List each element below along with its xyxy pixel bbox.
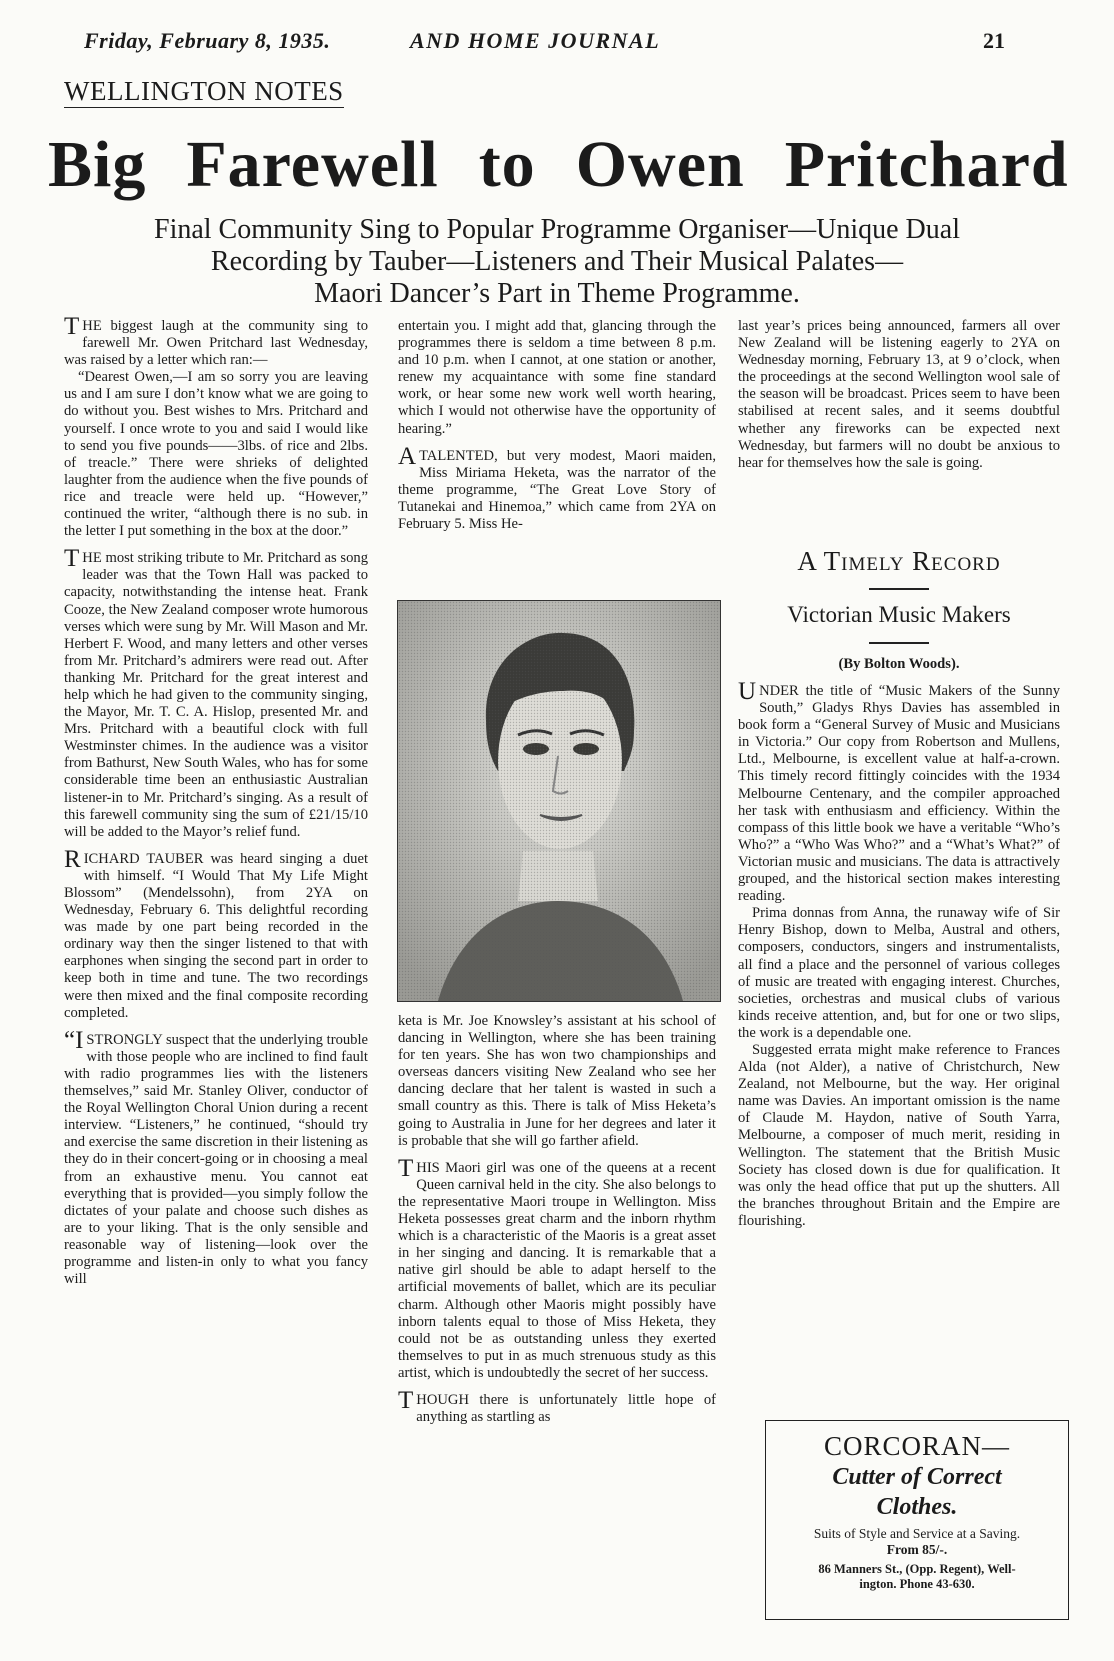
- subhead-timely-record: A Timely Record: [797, 546, 1001, 576]
- section-title: WELLINGTON NOTES: [64, 76, 344, 106]
- column-1: [64, 313, 368, 1288]
- ad-phone: ington. Phone 43-630.: [859, 1577, 975, 1591]
- drop-cap: R: [64, 845, 81, 873]
- column-2-top: [398, 318, 716, 533]
- deck-line: Recording by Tauber—Listeners and Their Musical Palates—: [210, 246, 904, 277]
- ad-slogan: Suits of Style and Service at a Saving.: [813, 1526, 1021, 1541]
- divider-rule: [869, 642, 929, 644]
- headline-word: to: [478, 128, 536, 201]
- paragraph: THOUGH there is unfortunately little hope of anything as startling as: [398, 1386, 716, 1426]
- header-journal-title: AND HOME JOURNAL: [410, 28, 661, 53]
- column-3-top: [738, 318, 1060, 472]
- paragraph: “Dearest Owen,—I am so sorry you are leaving us and I am sure I don’t know what we are going to do without you. Best wishes to Mrs. Pritchard and yourself. I once wrote to you and said I would like to send you five pounds——3lbs. of rice and 2lbs. of treacle.” There were shrieks of delighted laughter from the audience when the five pounds of rice and treacle were held up. “However,” continued the writer, “although there is no sub. in the letter I put something in the box at the door.”: [64, 369, 368, 540]
- paragraph: A TALENTED, but very modest, Maori maiden, Miss Miriama Heketa, was the narrator of the theme programme, “The Great Love Story of Tutanekai and Hinemoa,” which came from 2YA on February 5. Miss He-: [398, 442, 716, 533]
- divider-rule: [869, 588, 929, 590]
- column-3-bottom: [738, 678, 1060, 1230]
- ad-address: 86 Manners St., (Opp. Regent), Well-: [818, 1562, 1016, 1576]
- paragraph: “I STRONGLY suspect that the underlying trouble with those people who are inclined to find fault with radio programmes lies with the listeners themselves,” said Mr. Stanley Oliver, conductor of the Royal Wellington Choral Union during a recent interview. “Listeners,” he continued, “should try and exercise the same discretion in their listening as they do in their concert-going or in choosing a meal from an exhaustive menu. You cannot eat everything that is provided—you simply follow the dictates of your palate and choose such dishes as are to your liking. That is the only sensible and reasonable way of listening—look over the programme and listen-in only to what you fancy will: [64, 1026, 368, 1288]
- paragraph: entertain you. I might add that, glancing through the programmes there is seldom a time between 8 p.m. and 10 p.m. when I cannot, at one station or another, renew my acquaintance with some fine standard work, or hear some new work well worth hearing, which I would not otherwise have the opportunity of hearing.”: [398, 318, 716, 437]
- drop-cap: A: [398, 442, 417, 470]
- headline-word: Farewell: [186, 128, 439, 201]
- paragraph: last year’s prices being announced, farmers all over New Zealand will be listening eagerly to 2YA on Wednesday morning, February 13, at 9 o’clock, when the proceedings at the second Wellington wool sale of the season will be broadcast. Prices seem to have been stabilised at recent sales, and it seems doubtful whether any fireworks can be expected next Wednesday, but farmers will no doubt be anxious to hear for themselves how the sale is going.: [738, 318, 1060, 471]
- advertisement-corcoran: [765, 1420, 1069, 1620]
- portrait-photo-illustration: [398, 601, 720, 1001]
- paragraph: Suggested errata might make reference to Frances Alda (not Alder), a native of Christchurch, New Zealand, not Melbourne, but the way. Her original name was Davies. An important omission is the name of Claude M. Haydon, native of South Yarra, Melbourne, a composer of much merit, residing in Wellington. The statement that the British Music Society has closed down is due for qualification. It was only the head office that put up the shutters. All the branches throughout Britain and the Empire are flourishing.: [738, 1041, 1060, 1229]
- header-date: Friday, February 8, 1935.: [84, 28, 331, 53]
- page-number: 21: [983, 28, 1005, 53]
- subhead-victorian-music-makers: Victorian Music Makers: [787, 602, 1011, 627]
- headline-word: Pritchard: [784, 128, 1069, 201]
- paragraph: THIS Maori girl was one of the queens at a recent Queen carnival held in the city. She also belongs to the representative Maori troupe in Wellington. Miss Heketa possesses great charm and the inborn rhythm which is a characteristic of the Maoris is a great asset in her singing and dancing. It is remarkable that a native girl should be able to adapt herself to the artificial movements of ballet, which are its peculiar charm. Although other Maoris might possibly have inborn talents equal to those of Miss Heketa, they could not be as outstanding unless they exerted themselves to put in as much strenuous study as this artist, which is undoubtedly the secret of her success.: [398, 1154, 716, 1381]
- paragraph: THE most striking tribute to Mr. Pritchard as song leader was that the Town Hall was packed to capacity, notwithstanding the intense heat. Frank Cooze, the New Zealand composer wrote humorous verses which were sung by Mr. Will Mason and Mr. Herbert F. Wood, and many letters and other verses from Mr. Pritchard’s admirers were read out. After thanking Mr. Pritchard for the great interest and help which he had given to the community singing, the Mayor, Mr. T. C. A. Hislop, presented Mr. and Mrs. Pritchard with a beautiful clock with full Westminster chimes. In the audience was a visitor from Bathurst, New South Wales, who has for some considerable time been an enthusiastic Australian listener-in to Mr. Pritchard’s singing. As a result of this farewell community sing the sum of £21/15/10 will be added to the Mayor’s relief fund.: [64, 545, 368, 840]
- column-2-bottom: [398, 1013, 716, 1426]
- paragraph: Prima donnas from Anna, the runaway wife of Sir Henry Bishop, down to Melba, Austral and others, composers, conductors, singers and instrumentalists, all find a place and the personnel of various colleges of music are treated with engaging interest. Churches, societies, orchestras and musical clubs of various kinds receive attention, and, but for one or two slips, the work is a dependable one.: [738, 905, 1060, 1041]
- deck-subheadline: [40, 214, 1074, 310]
- drop-cap: T: [64, 313, 80, 340]
- drop-cap: T: [64, 545, 80, 573]
- deck-line: Final Community Sing to Popular Programme Organiser—Unique Dual: [154, 214, 960, 245]
- portrait-photo: [397, 600, 721, 1002]
- drop-cap: T: [398, 1154, 414, 1182]
- paragraph: RICHARD TAUBER was heard singing a duet with himself. “I Would That My Life Might Blossom” (Mendelssohn), from 2YA on Wednesday, February 6. This delightful recording was made by one part being recorded in the ordinary way then the singer listened to that with earphones when singing the second part in order to keep both in time and tune. The two recordings were then mixed and the final composite recording completed.: [64, 845, 368, 1021]
- paragraph: THE biggest laugh at the community sing to farewell Mr. Owen Pritchard last Wednesday, was raised by a letter which ran:—: [64, 313, 368, 369]
- deck-line: Maori Dancer’s Part in Theme Programme.: [314, 278, 800, 309]
- ad-tagline: Cutter of Correct: [832, 1464, 1002, 1490]
- byline: (By Bolton Woods).: [838, 656, 960, 672]
- ad-business-name: CORCORAN—: [823, 1431, 1011, 1461]
- headline-word: Big: [48, 128, 147, 201]
- ad-price: From 85/-.: [886, 1542, 948, 1557]
- paragraph: keta is Mr. Joe Knowsley’s assistant at his school of dancing in Wellington, where she has been training for ten years. She has won two championships and overseas dancers visiting New Zealand who see her dancing declare that her talent is wasted in such a small country as this. There is talk of Miss Heketa’s going to Australia in June for her degrees and later it is probable that she will go farther afield.: [398, 1013, 716, 1149]
- ad-tagline: Clothes.: [876, 1494, 958, 1520]
- paragraph: UNDER the title of “Music Makers of the Sunny South,” Gladys Rhys Davies has assembled in book form a “General Survey of Music and Musicians in Victoria.” Our copy from Robertson and Mullens, Ltd., Melbourne, is excellent value at half-a-crown. This timely record fittingly coincides with the 1934 Melbourne Centenary, and the compiler approached her task with enthusiasm and efficiency. Within the compass of this little book we have a veritable “Who’s Who?” a “Who Was Who?” and a “What’s What?” of Victorian music and musicians. The data is attractively grouped, and the historical section makes interesting reading.: [738, 678, 1060, 905]
- drop-cap: U: [738, 678, 757, 705]
- headline: [48, 125, 1069, 205]
- drop-cap: T: [398, 1386, 414, 1414]
- drop-cap: “I: [64, 1026, 84, 1054]
- headline-word: Owen: [575, 128, 745, 201]
